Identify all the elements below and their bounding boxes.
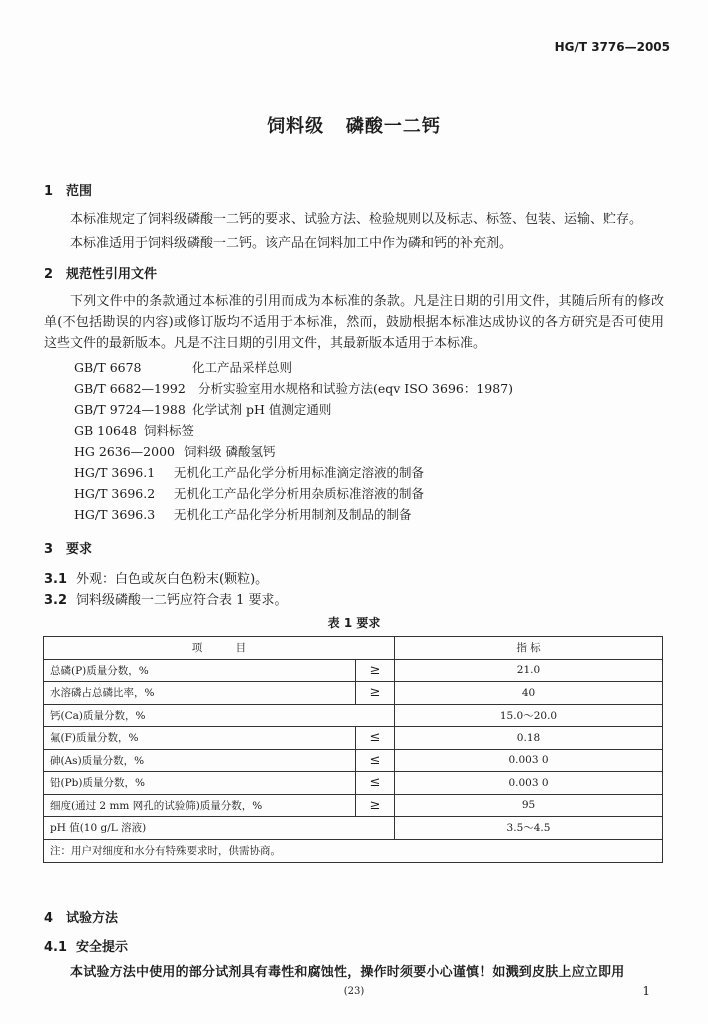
reference-item (74, 442, 275, 460)
section-number: 4 (44, 911, 54, 926)
normative-references-intro: 下列文件中的条款通过本标准的引用而成为本标准的条款。凡是注日期的引用文件，其随后所有的修改单(不包括勘误的内容)或修订版均不适用于本标准，然而，鼓励根据本标准达成协议的各方研究是否可使用这些文件的最新版本。凡是不注日期的引用文件，其最新版本适用于本标准。 (44, 294, 664, 351)
reference-title: 无机化工产品化学分析用标准滴定溶液的制备 (174, 465, 425, 480)
section-title: 要求 (66, 542, 93, 557)
reference-title: 化学试剂 pH 值测定通则 (192, 402, 332, 417)
reference-code: GB/T 6678 (74, 360, 142, 375)
document-title: 饲料级 磷酸一二钙 (267, 116, 441, 137)
item-cell: 细度(通过 2 mm 网孔的试验筛)质量分数，% (44, 794, 356, 817)
reference-item (74, 463, 424, 481)
table-row (44, 727, 663, 750)
table-header-row (44, 637, 663, 660)
table-row (44, 772, 663, 795)
reference-code: GB 10648 (74, 423, 137, 438)
item-cell: 钙(Ca)质量分数，% (44, 704, 395, 727)
requirement-3-2 (44, 589, 288, 608)
item-cell: 氟(F)质量分数，% (44, 727, 356, 750)
comparison-symbol: ≤ (356, 727, 395, 750)
scope-paragraph-2: 本标准适用于饲料级磷酸一二钙。该产品在饲料加工中作为磷和钙的补充剂。 (70, 236, 513, 251)
reference-title: 化工产品采样总则 (192, 360, 293, 375)
reference-title: 无机化工产品化学分析用制剂及制品的制备 (174, 507, 412, 522)
clause-text: 外观：白色或灰白色粉末(颗粒)。 (76, 572, 269, 587)
value-cell: 3.5～4.5 (395, 817, 663, 840)
section-2-heading (44, 263, 157, 282)
item-cell: 水溶磷占总磷比率，% (44, 682, 356, 705)
page-index: 1 (642, 984, 650, 998)
table-row (44, 817, 663, 840)
value-cell: 0.003 0 (395, 749, 663, 772)
comparison-symbol: ≤ (356, 749, 395, 772)
safety-warning-text: 本试验方法中使用的部分试剂具有毒性和腐蚀性，操作时须要小心谨慎！如溅到皮肤上应立即用 (70, 965, 625, 980)
table-row (44, 682, 663, 705)
column-header-value: 指 标 (395, 637, 663, 660)
clause-number: 3.1 (44, 572, 68, 587)
table-row (44, 659, 663, 682)
page-label: (23) (343, 986, 365, 997)
value-cell: 40 (395, 682, 663, 705)
item-cell: 砷(As)质量分数，% (44, 749, 356, 772)
section-4-heading (44, 907, 118, 926)
standard-code: HG/T 3776—2005 (554, 40, 670, 54)
table-caption: 表 1 要求 (327, 616, 381, 630)
reference-item (74, 421, 194, 439)
section-title: 规范性引用文件 (66, 267, 158, 282)
item-cell: 铅(Pb)质量分数，% (44, 772, 356, 795)
reference-title: 分析实验室用水规格和试验方法(eqv ISO 3696：1987) (198, 381, 514, 396)
reference-item (74, 505, 412, 523)
reference-item (74, 358, 292, 376)
requirements-table (43, 636, 663, 863)
comparison-symbol: ≥ (356, 659, 395, 682)
reference-code: HG/T 3696.3 (74, 507, 156, 522)
requirement-3-1 (44, 568, 268, 587)
reference-title: 饲料标签 (144, 423, 195, 438)
table-row (44, 749, 663, 772)
clause-4-1-heading (44, 936, 128, 955)
table-note-row (44, 839, 663, 862)
value-cell: 21.0 (395, 659, 663, 682)
reference-code: GB/T 9724—1988 (74, 402, 186, 417)
reference-code: GB/T 6682—1992 (74, 381, 186, 396)
reference-title: 无机化工产品化学分析用杂质标准溶液的制备 (174, 486, 425, 501)
reference-title: 饲料级 磷酸氢钙 (184, 444, 276, 459)
section-number: 2 (44, 267, 54, 282)
clause-number: 3.2 (44, 593, 68, 608)
section-number: 3 (44, 542, 54, 557)
reference-item (74, 484, 424, 502)
comparison-symbol: ≥ (356, 794, 395, 817)
reference-code: HG/T 3696.1 (74, 465, 156, 480)
comparison-symbol: ≥ (356, 682, 395, 705)
table-note: 注：用户对细度和水分有特殊要求时，供需协商。 (44, 839, 663, 862)
section-number: 1 (44, 184, 54, 199)
section-title: 范围 (66, 184, 93, 199)
section-1-heading (44, 180, 92, 199)
section-3-heading (44, 538, 92, 557)
value-cell: 15.0～20.0 (395, 704, 663, 727)
clause-title: 安全提示 (76, 940, 129, 955)
item-cell: pH 值(10 g/L 溶液) (44, 817, 395, 840)
clause-number: 4.1 (44, 940, 68, 955)
table-row (44, 704, 663, 727)
comparison-symbol: ≤ (356, 772, 395, 795)
reference-code: HG/T 3696.2 (74, 486, 156, 501)
value-cell: 0.18 (395, 727, 663, 750)
reference-item (74, 379, 513, 397)
table-row (44, 794, 663, 817)
section-title: 试验方法 (66, 911, 119, 926)
item-cell: 总磷(P)质量分数，% (44, 659, 356, 682)
value-cell: 95 (395, 794, 663, 817)
reference-item (74, 400, 331, 418)
value-cell: 0.003 0 (395, 772, 663, 795)
clause-text: 饲料级磷酸一二钙应符合表 1 要求。 (76, 593, 288, 608)
scope-paragraph-1: 本标准规定了饲料级磷酸一二钙的要求、试验方法、检验规则以及标志、标签、包装、运输、贮存。 (70, 212, 643, 227)
column-header-item: 项 目 (44, 637, 395, 660)
reference-code: HG 2636—2000 (74, 444, 175, 459)
